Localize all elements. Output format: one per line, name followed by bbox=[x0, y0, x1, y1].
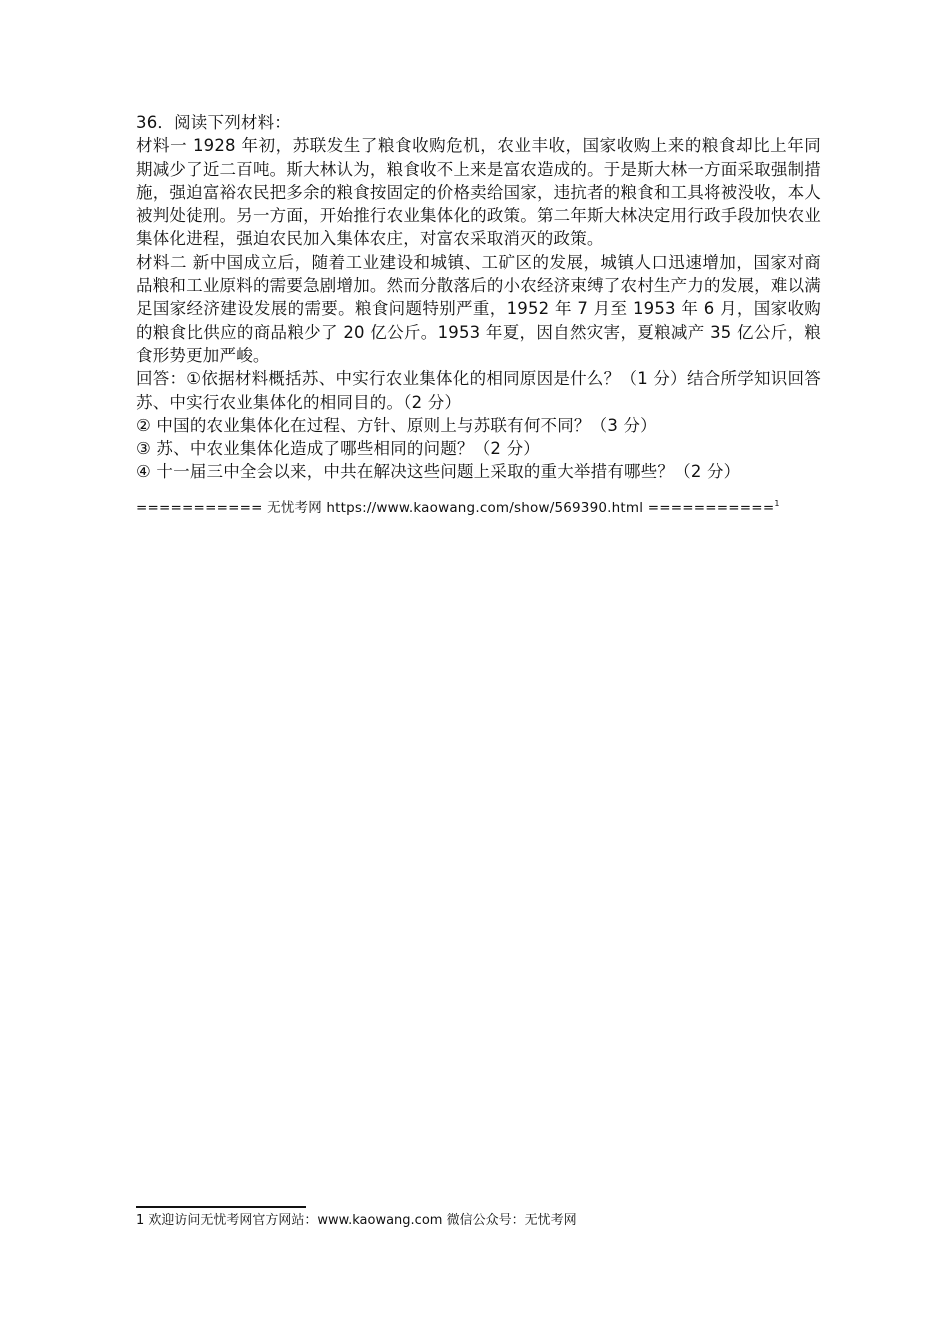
answer-prompt-3: ③ 苏、中农业集体化造成了哪些相同的问题？（2 分） bbox=[136, 439, 540, 459]
answer-prompt-4: ④ 十一届三中全会以来，中共在解决这些问题上采取的重大举措有哪些？（2 分） bbox=[136, 462, 741, 482]
material-1: 材料一 1928 年初，苏联发生了粮食收购危机，农业丰收，国家收购上来的粮食却比上年同期减少了近二百吨。斯大林认为，粮食收不上来是富农造成的。于是斯大林一方面采取强制措施，强迫富裕农民把多余的粮食按固定的价格卖给国家，违抗者的粮食和工具将被没收，本人被判处徒刑。另一方面，开始推行农业集体化的政策。第二年斯大林决定用行政手段加快农业集体化进程，强迫农民加入集体农庄，对富农采取消灭的政策。 bbox=[136, 136, 821, 249]
question-header: 36．阅读下列材料： bbox=[136, 113, 291, 132]
answer-prompt-1: 回答：①依据材料概括苏、中实行农业集体化的相同原因是什么？（1 分）结合所学知识回答苏、中实行农业集体化的相同目的。（2 分） bbox=[136, 369, 821, 412]
source-separator bbox=[136, 494, 821, 518]
answer-prompt-2: ② 中国的农业集体化在过程、方针、原则上与苏联有何不同？（3 分） bbox=[136, 415, 657, 435]
footnote-reference[interactable]: 1 bbox=[774, 498, 780, 508]
footnote: 1 欢迎访问无忧考网官方网站：www.kaowang.com 微信公众号：无忧考网 bbox=[136, 1213, 577, 1228]
question-block bbox=[136, 111, 821, 518]
source-separator-text: =========== 无忧考网 https://www.kaowang.com/show/569390.html =========== bbox=[136, 499, 775, 516]
material-2: 材料二 新中国成立后，随着工业建设和城镇、工矿区的发展，城镇人口迅速增加，国家对商品粮和工业原料的需要急剧增加。然而分散落后的小农经济束缚了农村生产力的发展，难以满足国家经济建设发展的需要。粮食问题特别严重，1952 年 7 月至 1953 年 6 月，国家收购的粮食比供应的商品粮少了 20 亿公斤。1953 年夏，因自然灾害，夏粮减产 35 亿公斤，粮食形势更加严峻。 bbox=[136, 252, 821, 365]
footnote-divider bbox=[136, 1206, 306, 1208]
